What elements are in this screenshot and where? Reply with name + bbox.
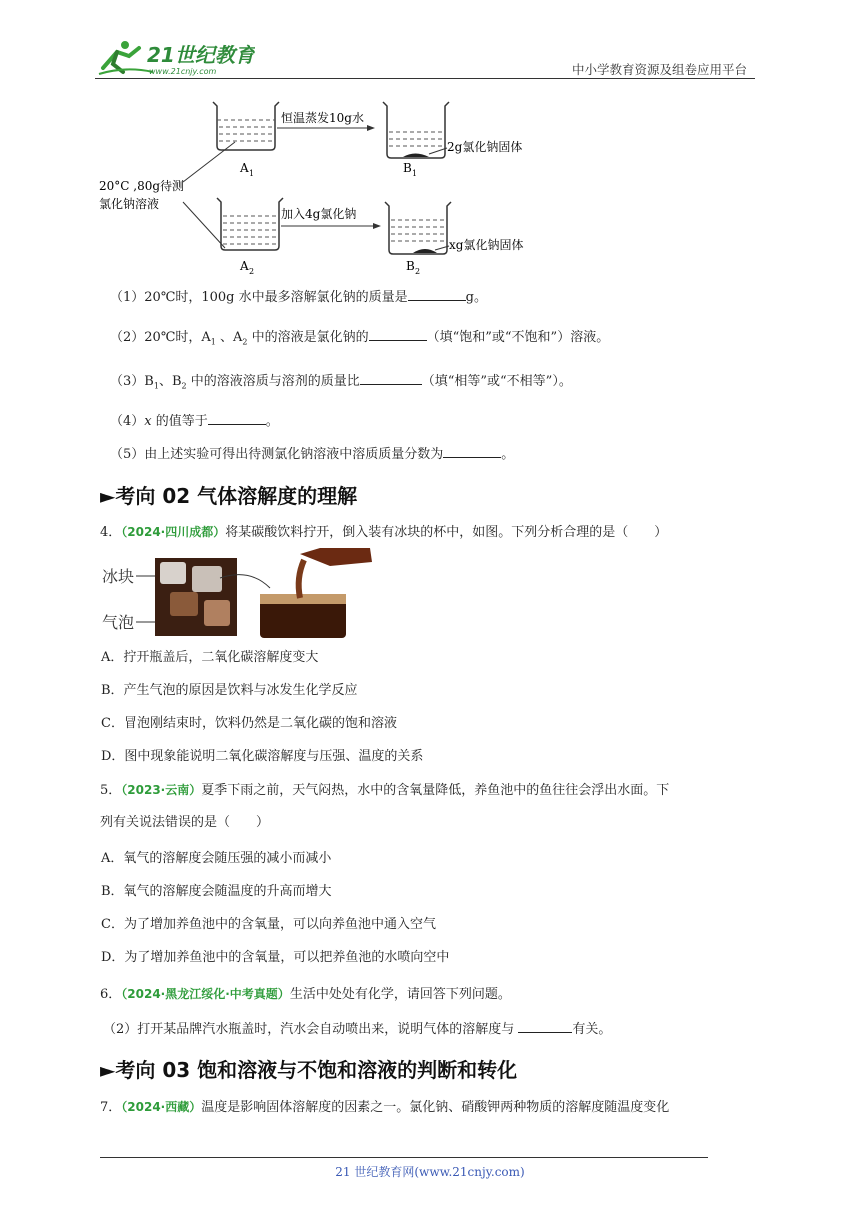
label-b2-sub: 2 [415,267,421,276]
answer-blank[interactable] [408,286,466,301]
beaker-b2 [385,202,451,254]
q6-stem: 6．（2024·黑龙江绥化·中考真题）生活中处处有化学，请回答下列问题。 [100,987,511,1002]
source-label-1: 20°C ,80g待测 [99,179,185,193]
header-divider [95,78,755,79]
section-heading-02: ►考向 02 气体溶解度的理解 [100,484,358,508]
answer-blank[interactable] [208,410,266,425]
q5-option-a: A．氧气的溶解度会随压强的减小而减小 [101,851,332,866]
q4-option-b: B．产生气泡的原因是饮料与冰发生化学反应 [101,683,358,698]
q6-part2: （2）打开某品牌汽水瓶盖时，汽水会自动喷出来，说明气体的溶解度与 有关。 [103,1018,611,1040]
q5-stem-line1: 5．（2023·云南）夏季下雨之前，天气闷热，水中的含氧量降低，养鱼池中的鱼往往会浮出水面。下 [100,783,670,798]
answer-blank[interactable] [518,1018,572,1033]
logo-main-text: 21世纪教育 [147,43,255,67]
footer-divider [100,1157,708,1158]
note-b2: xg氯化钠固体 [449,238,524,252]
label-a2: A [240,259,249,273]
q4-option-c: C．冒泡刚结束时，饮料仍然是二氧化碳的饱和溶液 [101,716,397,731]
answer-blank[interactable] [443,443,501,458]
label-b2: B [406,259,415,273]
site-logo [95,38,255,78]
q4-option-a: A．拧开瓶盖后，二氧化碳溶解度变大 [101,650,319,665]
beaker-b1 [383,102,449,158]
q5-option-b: B．氧气的溶解度会随温度的升高而增大 [101,884,332,899]
arrow-bottom-label: 加入4g氯化钠 [281,207,357,221]
footer-text[interactable]: 21 世纪教育网(www.21cnjy.com) [335,1165,525,1179]
q7-stem: 7．（2024·西藏）温度是影响固体溶解度的因素之一。氯化钠、硝酸钾两种物质的溶解度随温度变化 [100,1100,670,1115]
q3-part2: （2）20℃时，$A_1$ 、$A_2$ 中的溶液是氯化钠的 （填“饱和”或“不饱和”）溶液。 [110,326,609,353]
q3-part1: （1）20℃时，100g 水中最多溶解氯化钠的质量是 g。 [110,286,487,308]
arrow-top-label: 恒温蒸发10g水 [281,111,364,125]
answer-blank[interactable] [360,370,422,385]
label-a1: A [240,161,249,175]
q5-option-d: D．为了增加养鱼池中的含氧量，可以把养鱼池的水喷向空中 [101,950,450,965]
section-heading-03: ►考向 03 饱和溶液与不饱和溶液的判断和转化 [100,1058,518,1082]
soda-ice-image [100,548,380,640]
beaker-a1 [213,102,279,150]
source-label-2: 氯化钠溶液 [99,197,160,211]
answer-blank[interactable] [369,326,427,341]
label-b1: B [403,161,412,175]
q5-stem-line2: 列有关说法错误的是（ ） [100,815,270,830]
label-a1-sub: 1 [249,169,255,178]
label-b1-sub: 1 [412,169,418,178]
q3-part5: （5）由上述实验可得出待测氯化钠溶液中溶质质量分数为 。 [110,443,514,465]
note-b1: 2g氯化钠固体 [447,140,523,154]
q4-stem: 4．（2024·四川成都）将某碳酸饮料拧开，倒入装有冰块的杯中，如图。下列分析合理的是（ ） [100,525,668,540]
dissolution-diagram [95,98,555,283]
q3-part3: $(3)B_1$、$B_2$ 中的溶液溶质与溶剂的质量比 （填“相等”或“不相等”）。 [110,370,572,397]
q3-part4: （4）x 的值等于 。 [110,410,279,432]
q5-option-c: C．为了增加养鱼池中的含氧量，可以向养鱼池中通入空气 [101,917,436,932]
label-a2-sub: 2 [249,267,255,276]
runner-logo-icon [99,41,153,74]
label-bubble: 气泡 [102,613,135,632]
q4-option-d: D．图中现象能说明二氧化碳溶解度与压强、温度的关系 [101,749,424,764]
logo-sub-text: www.21cnjy.com [149,67,217,76]
label-ice: 冰块 [102,567,135,586]
beaker-a2 [217,198,283,250]
platform-name: 中小学教育资源及组卷应用平台 [572,62,748,77]
